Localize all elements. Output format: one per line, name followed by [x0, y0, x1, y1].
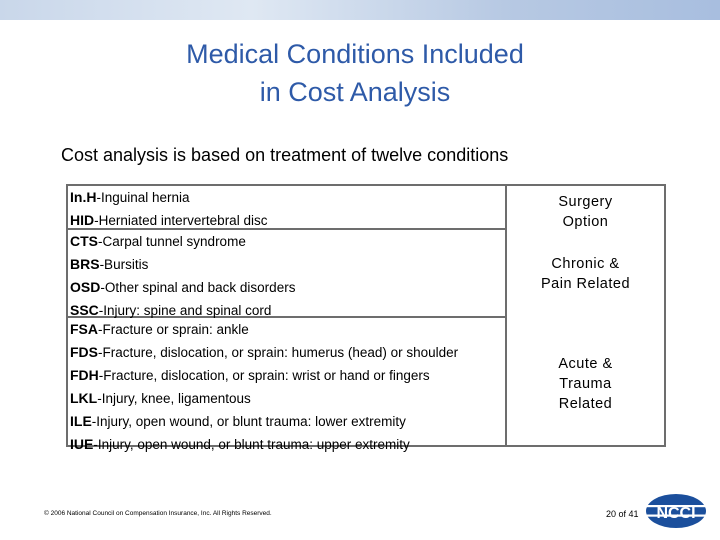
condition-desc: -Fracture, dislocation, or sprain: humerus (head) or shoulder: [98, 345, 459, 360]
condition-desc: -Injury, open wound, or blunt trauma: lower extremity: [91, 414, 406, 429]
conditions-column: [68, 186, 507, 452]
condition-code: SSC: [70, 302, 99, 318]
category-label-line: Surgery: [558, 194, 613, 210]
category-label-line: Option: [562, 214, 609, 230]
condition-code: OSD: [70, 279, 101, 295]
category-label-line: Pain Related: [540, 276, 631, 292]
category-label-line: Related: [558, 396, 613, 412]
category-surgery-option: [507, 186, 664, 234]
category-label-line: Chronic &: [551, 256, 620, 272]
condition-desc: -Fracture or sprain: ankle: [98, 322, 249, 337]
condition-row: [68, 318, 505, 341]
slide-title: [60, 35, 650, 111]
condition-row: [68, 209, 505, 232]
condition-row: [68, 410, 505, 433]
condition-row: [68, 341, 505, 364]
condition-row: [68, 433, 505, 456]
surgery-conditions-group: [68, 186, 505, 230]
page-number: 20 of 41: [606, 509, 639, 519]
condition-desc: -Bursitis: [99, 257, 149, 272]
category-label-line: Acute &: [558, 356, 613, 372]
condition-code: IUE: [70, 436, 94, 452]
condition-desc: -Injury: spine and spinal cord: [98, 303, 272, 318]
condition-code: BRS: [70, 256, 100, 272]
condition-desc: -Carpal tunnel syndrome: [98, 234, 246, 249]
logo-text: NCCI: [656, 505, 696, 522]
condition-row: [68, 276, 505, 299]
ncci-logo: [645, 493, 707, 529]
condition-row: [68, 186, 505, 209]
conditions-table: [66, 184, 666, 452]
condition-code: FDH: [70, 367, 99, 383]
condition-row: [68, 387, 505, 410]
condition-desc: -Other spinal and back disorders: [100, 280, 296, 295]
condition-code: HID: [70, 212, 95, 228]
category-label-line: Trauma: [559, 376, 612, 392]
category-column: [507, 186, 664, 445]
category-chronic-pain: [507, 230, 664, 318]
condition-code: In.H: [70, 189, 97, 205]
slide-subtitle: Cost analysis is based on treatment of twelve conditions: [61, 145, 509, 165]
title-line-1: Medical Conditions Included: [186, 39, 524, 69]
condition-desc: -Injury, open wound, or blunt trauma: upper extremity: [93, 437, 410, 452]
condition-desc: -Inguinal hernia: [96, 190, 190, 205]
condition-row: [68, 230, 505, 253]
title-line-2: in Cost Analysis: [259, 77, 451, 107]
condition-code: ILE: [70, 413, 92, 429]
condition-desc: -Injury, knee, ligamentous: [97, 391, 251, 406]
condition-code: LKL: [70, 390, 98, 406]
condition-code: CTS: [70, 233, 98, 249]
header-decoration-band: [0, 0, 720, 20]
chronic-conditions-group: [68, 230, 505, 318]
acute-conditions-group: [68, 318, 505, 452]
category-acute-trauma: [507, 318, 664, 445]
condition-code: FSA: [70, 321, 98, 337]
copyright-notice: © 2006 National Council on Compensation Insurance, Inc. All Rights Reserved.: [44, 510, 272, 517]
condition-desc: -Fracture, dislocation, or sprain: wrist or hand or fingers: [98, 368, 430, 383]
condition-row: [68, 253, 505, 276]
condition-desc: -Herniated intervertebral disc: [94, 213, 268, 228]
condition-row: [68, 364, 505, 387]
condition-code: FDS: [70, 344, 98, 360]
